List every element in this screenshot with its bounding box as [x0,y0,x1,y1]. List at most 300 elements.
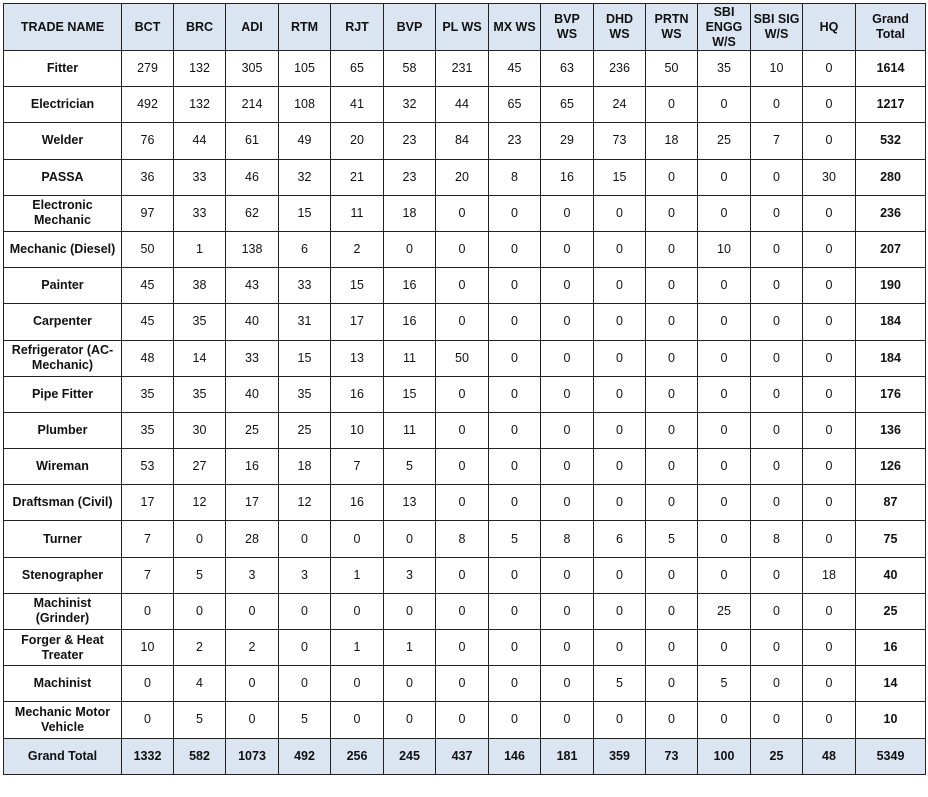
value-cell: 437 [436,738,489,774]
value-cell: 0 [226,702,279,738]
value-cell: 0 [279,593,331,629]
value-cell: 38 [174,268,226,304]
value-cell: 0 [594,630,646,666]
table-row [4,702,926,738]
value-cell: 0 [384,593,436,629]
value-cell: 0 [226,666,279,702]
value-cell: 45 [122,304,174,340]
value-cell: 73 [646,738,698,774]
grand-total-cell: 190 [856,268,926,304]
value-cell: 0 [751,195,803,231]
value-cell: 0 [698,412,751,448]
trade-name-cell: PASSA [4,159,122,195]
value-cell: 0 [279,521,331,557]
column-header: PL WS [436,4,489,51]
value-cell: 0 [489,195,541,231]
column-header: PRTN WS [646,4,698,51]
value-cell: 21 [331,159,384,195]
trade-name-cell: Machinist (Grinder) [4,593,122,629]
trade-name-cell: Carpenter [4,304,122,340]
value-cell: 62 [226,195,279,231]
trade-table [3,3,926,775]
value-cell: 0 [174,593,226,629]
trade-name-cell: Electronic Mechanic [4,195,122,231]
value-cell: 8 [436,521,489,557]
value-cell: 0 [331,666,384,702]
value-cell: 1 [331,557,384,593]
value-cell: 0 [751,666,803,702]
value-cell: 3 [226,557,279,593]
value-cell: 231 [436,51,489,87]
trade-name-cell: Wireman [4,449,122,485]
value-cell: 0 [751,304,803,340]
value-cell: 0 [384,702,436,738]
value-cell: 18 [646,123,698,159]
value-cell: 43 [226,268,279,304]
value-cell: 7 [751,123,803,159]
value-cell: 0 [698,304,751,340]
trade-name-cell: Mechanic Motor Vehicle [4,702,122,738]
trade-name-cell: Grand Total [4,738,122,774]
value-cell: 58 [384,51,436,87]
value-cell: 10 [751,51,803,87]
value-cell: 3 [384,557,436,593]
value-cell: 4 [174,666,226,702]
value-cell: 0 [489,485,541,521]
value-cell: 0 [698,268,751,304]
value-cell: 0 [803,485,856,521]
value-cell: 7 [331,449,384,485]
trade-name-cell: Stenographer [4,557,122,593]
value-cell: 0 [489,593,541,629]
value-cell: 0 [803,593,856,629]
value-cell: 20 [331,123,384,159]
value-cell: 5 [594,666,646,702]
value-cell: 40 [226,376,279,412]
value-cell: 5 [384,449,436,485]
value-cell: 48 [122,340,174,376]
value-cell: 5 [489,521,541,557]
value-cell: 61 [226,123,279,159]
grand-total-cell: 40 [856,557,926,593]
value-cell: 63 [541,51,594,87]
column-header: RTM [279,4,331,51]
value-cell: 0 [384,231,436,267]
value-cell: 359 [594,738,646,774]
value-cell: 0 [646,231,698,267]
value-cell: 0 [436,376,489,412]
value-cell: 15 [279,195,331,231]
value-cell: 2 [174,630,226,666]
table-row [4,376,926,412]
value-cell: 0 [541,630,594,666]
value-cell: 256 [331,738,384,774]
value-cell: 17 [122,485,174,521]
table-row [4,304,926,340]
value-cell: 0 [122,593,174,629]
value-cell: 0 [489,231,541,267]
value-cell: 0 [698,449,751,485]
value-cell: 6 [279,231,331,267]
trade-name-cell: Plumber [4,412,122,448]
grand-total-cell: 184 [856,340,926,376]
value-cell: 0 [646,630,698,666]
grand-total-cell: 1614 [856,51,926,87]
value-cell: 0 [594,195,646,231]
value-cell: 41 [331,87,384,123]
value-cell: 0 [489,449,541,485]
table-row [4,268,926,304]
grand-total-cell: 1217 [856,87,926,123]
value-cell: 3 [279,557,331,593]
value-cell: 245 [384,738,436,774]
value-cell: 0 [698,159,751,195]
value-cell: 0 [436,702,489,738]
table-row [4,630,926,666]
value-cell: 0 [174,521,226,557]
value-cell: 0 [803,376,856,412]
value-cell: 17 [226,485,279,521]
value-cell: 0 [226,593,279,629]
value-cell: 25 [279,412,331,448]
table-row [4,159,926,195]
value-cell: 35 [698,51,751,87]
value-cell: 1 [384,630,436,666]
column-header: BVP WS [541,4,594,51]
grand-total-cell: 176 [856,376,926,412]
value-cell: 0 [803,51,856,87]
value-cell: 0 [646,376,698,412]
value-cell: 12 [279,485,331,521]
value-cell: 0 [803,449,856,485]
value-cell: 32 [384,87,436,123]
value-cell: 0 [436,666,489,702]
column-header: SBI ENGG W/S [698,4,751,51]
table-row [4,485,926,521]
value-cell: 0 [751,87,803,123]
value-cell: 33 [174,195,226,231]
value-cell: 5 [174,702,226,738]
value-cell: 0 [122,666,174,702]
grand-total-cell: 5349 [856,738,926,774]
value-cell: 0 [803,268,856,304]
value-cell: 1 [174,231,226,267]
value-cell: 15 [594,159,646,195]
value-cell: 0 [489,268,541,304]
grand-total-cell: 184 [856,304,926,340]
value-cell: 0 [803,702,856,738]
value-cell: 0 [698,340,751,376]
value-cell: 65 [489,87,541,123]
value-cell: 0 [646,159,698,195]
grand-total-cell: 10 [856,702,926,738]
grand-total-cell: 87 [856,485,926,521]
value-cell: 0 [751,340,803,376]
value-cell: 17 [331,304,384,340]
value-cell: 45 [122,268,174,304]
value-cell: 0 [594,231,646,267]
value-cell: 1073 [226,738,279,774]
column-header: RJT [331,4,384,51]
value-cell: 132 [174,87,226,123]
value-cell: 0 [594,593,646,629]
value-cell: 33 [174,159,226,195]
value-cell: 11 [331,195,384,231]
value-cell: 15 [279,340,331,376]
value-cell: 2 [226,630,279,666]
value-cell: 0 [751,593,803,629]
table-row [4,195,926,231]
trade-name-cell: Mechanic (Diesel) [4,231,122,267]
value-cell: 33 [279,268,331,304]
value-cell: 0 [436,304,489,340]
value-cell: 0 [594,412,646,448]
value-cell: 0 [646,702,698,738]
grand-total-cell: 75 [856,521,926,557]
table-row [4,449,926,485]
value-cell: 5 [174,557,226,593]
value-cell: 0 [594,304,646,340]
value-cell: 0 [803,666,856,702]
value-cell: 0 [594,268,646,304]
value-cell: 0 [698,702,751,738]
grand-total-cell: 532 [856,123,926,159]
value-cell: 10 [122,630,174,666]
value-cell: 18 [279,449,331,485]
value-cell: 0 [594,340,646,376]
value-cell: 16 [331,485,384,521]
value-cell: 35 [122,412,174,448]
value-cell: 0 [489,412,541,448]
value-cell: 0 [803,195,856,231]
value-cell: 15 [384,376,436,412]
column-header: BCT [122,4,174,51]
table-row [4,557,926,593]
value-cell: 0 [436,593,489,629]
column-header: BVP [384,4,436,51]
value-cell: 5 [646,521,698,557]
value-cell: 492 [122,87,174,123]
value-cell: 0 [436,485,489,521]
value-cell: 0 [541,268,594,304]
table-row [4,231,926,267]
value-cell: 0 [541,195,594,231]
value-cell: 0 [698,557,751,593]
value-cell: 0 [646,195,698,231]
value-cell: 0 [122,702,174,738]
value-cell: 12 [174,485,226,521]
value-cell: 0 [489,702,541,738]
value-cell: 14 [174,340,226,376]
value-cell: 6 [594,521,646,557]
value-cell: 0 [436,231,489,267]
value-cell: 33 [226,340,279,376]
value-cell: 35 [174,376,226,412]
value-cell: 8 [541,521,594,557]
value-cell: 0 [803,123,856,159]
value-cell: 65 [541,87,594,123]
grand-total-cell: 236 [856,195,926,231]
value-cell: 7 [122,557,174,593]
value-cell: 0 [541,702,594,738]
value-cell: 65 [331,51,384,87]
table-row [4,51,926,87]
value-cell: 0 [436,195,489,231]
value-cell: 0 [646,304,698,340]
trade-name-cell: Machinist [4,666,122,702]
trade-name-cell: Welder [4,123,122,159]
column-header: SBI SIG W/S [751,4,803,51]
value-cell: 582 [174,738,226,774]
value-cell: 138 [226,231,279,267]
value-cell: 25 [226,412,279,448]
value-cell: 0 [751,376,803,412]
value-cell: 2 [331,231,384,267]
value-cell: 0 [646,449,698,485]
value-cell: 0 [594,485,646,521]
value-cell: 0 [803,340,856,376]
value-cell: 132 [174,51,226,87]
value-cell: 49 [279,123,331,159]
value-cell: 0 [751,231,803,267]
value-cell: 0 [751,485,803,521]
value-cell: 0 [541,449,594,485]
value-cell: 23 [384,123,436,159]
trade-name-cell: Painter [4,268,122,304]
table-row [4,521,926,557]
value-cell: 44 [174,123,226,159]
trade-name-cell: Draftsman (Civil) [4,485,122,521]
trade-name-cell: Turner [4,521,122,557]
value-cell: 27 [174,449,226,485]
value-cell: 50 [122,231,174,267]
value-cell: 50 [646,51,698,87]
value-cell: 23 [384,159,436,195]
value-cell: 25 [751,738,803,774]
value-cell: 1 [331,630,384,666]
value-cell: 100 [698,738,751,774]
value-cell: 0 [751,557,803,593]
value-cell: 73 [594,123,646,159]
value-cell: 0 [594,702,646,738]
trade-name-cell: Forger & Heat Treater [4,630,122,666]
value-cell: 18 [803,557,856,593]
value-cell: 0 [751,449,803,485]
value-cell: 10 [331,412,384,448]
value-cell: 28 [226,521,279,557]
value-cell: 0 [698,521,751,557]
value-cell: 8 [751,521,803,557]
value-cell: 0 [436,268,489,304]
value-cell: 23 [489,123,541,159]
value-cell: 16 [541,159,594,195]
value-cell: 11 [384,412,436,448]
value-cell: 15 [331,268,384,304]
value-cell: 0 [803,231,856,267]
value-cell: 0 [541,340,594,376]
value-cell: 8 [489,159,541,195]
value-cell: 0 [541,485,594,521]
value-cell: 0 [489,304,541,340]
value-cell: 16 [384,268,436,304]
value-cell: 30 [174,412,226,448]
value-cell: 0 [751,412,803,448]
table-row [4,666,926,702]
value-cell: 46 [226,159,279,195]
value-cell: 29 [541,123,594,159]
value-cell: 35 [174,304,226,340]
grand-total-row [4,738,926,774]
value-cell: 108 [279,87,331,123]
grand-total-cell: 16 [856,630,926,666]
value-cell: 0 [541,376,594,412]
value-cell: 0 [279,630,331,666]
column-header: DHD WS [594,4,646,51]
value-cell: 214 [226,87,279,123]
value-cell: 181 [541,738,594,774]
value-cell: 7 [122,521,174,557]
value-cell: 0 [751,268,803,304]
value-cell: 97 [122,195,174,231]
value-cell: 0 [541,304,594,340]
value-cell: 0 [751,159,803,195]
table-row [4,87,926,123]
value-cell: 0 [541,593,594,629]
value-cell: 31 [279,304,331,340]
column-header: Grand Total [856,4,926,51]
value-cell: 0 [698,376,751,412]
grand-total-cell: 126 [856,449,926,485]
value-cell: 20 [436,159,489,195]
value-cell: 25 [698,593,751,629]
value-cell: 0 [803,87,856,123]
column-header: HQ [803,4,856,51]
value-cell: 0 [279,666,331,702]
trade-name-cell: Pipe Fitter [4,376,122,412]
value-cell: 44 [436,87,489,123]
value-cell: 16 [226,449,279,485]
value-cell: 0 [436,557,489,593]
value-cell: 0 [541,666,594,702]
value-cell: 0 [646,485,698,521]
value-cell: 0 [803,412,856,448]
value-cell: 0 [646,557,698,593]
value-cell: 0 [646,268,698,304]
value-cell: 492 [279,738,331,774]
value-cell: 0 [698,87,751,123]
value-cell: 0 [646,666,698,702]
value-cell: 0 [489,666,541,702]
value-cell: 0 [436,449,489,485]
value-cell: 0 [646,340,698,376]
value-cell: 0 [489,376,541,412]
value-cell: 0 [331,593,384,629]
value-cell: 0 [594,376,646,412]
value-cell: 146 [489,738,541,774]
value-cell: 0 [331,521,384,557]
grand-total-cell: 280 [856,159,926,195]
value-cell: 0 [541,412,594,448]
table-row [4,593,926,629]
header-row [4,4,926,51]
value-cell: 0 [803,630,856,666]
value-cell: 11 [384,340,436,376]
value-cell: 0 [436,630,489,666]
value-cell: 0 [698,195,751,231]
value-cell: 0 [594,449,646,485]
value-cell: 13 [331,340,384,376]
value-cell: 18 [384,195,436,231]
